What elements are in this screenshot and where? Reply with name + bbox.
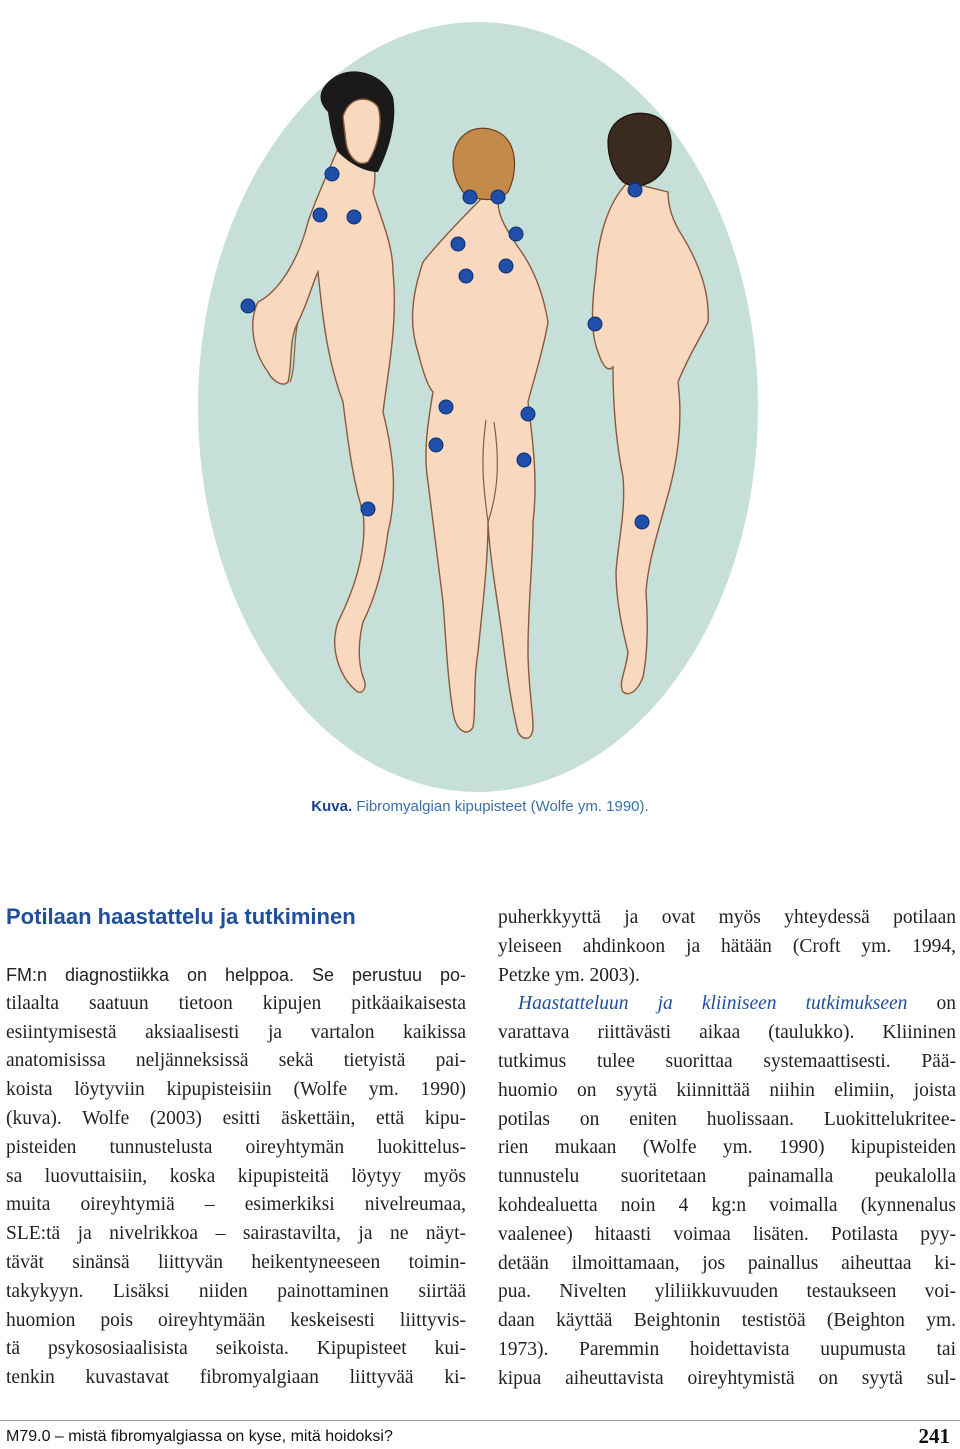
- text-line: anatomisissa neljänneksissä sekä tietyistä pai-: [6, 1050, 466, 1072]
- text-line: SLE:tä ja nivelrikkoa – sairastavilta, ja ne näyt-: [6, 1223, 466, 1245]
- text-line: tävät sinänsä liittyvän heikentyneeseen toimin-: [6, 1251, 466, 1273]
- text-line: tä psykososiaalisista seikoista. Kipupisteet kui-: [6, 1338, 466, 1360]
- tender-point: [313, 208, 327, 222]
- text-line: daan käyttää Beightonin testistöä (Beighton ym.: [498, 1310, 956, 1332]
- tender-point: [509, 227, 523, 241]
- text-line: huomio on syytä kiinnittää niihin elimiin, joista: [498, 1079, 956, 1101]
- running-footer-title: M79.0 – mistä fibromyalgiassa on kyse, mitä hoidoksi?: [6, 1428, 393, 1445]
- text-line: esiintymisestä aksiaalisesti ja vartalon kaikissa: [6, 1021, 466, 1043]
- text-line: tenkin kuvastavat fibromyalgiaan liittyvää ki-: [6, 1367, 466, 1389]
- text-line: tilaalta saatuun tietoon kipujen pitkäaikaisesta: [6, 992, 466, 1014]
- text-line: kipua aiheuttavista oireyhtymistä on syytä sul-: [498, 1367, 956, 1389]
- tender-point: [491, 190, 505, 204]
- tender-point: [429, 438, 443, 452]
- tender-point: [521, 407, 535, 421]
- tender-point: [451, 237, 465, 251]
- page-footer: [0, 1420, 960, 1449]
- text-line: varattava riittävästi aikaa (taulukko). Kliininen: [498, 1022, 956, 1044]
- text-line: vaalenee) hitaasti voimaa lisäten. Potilasta pyy-: [498, 1223, 956, 1245]
- text-line: koista löytyviin kipupisteisiin (Wolfe ym. 1990): [6, 1079, 466, 1101]
- left-column: [6, 961, 466, 1393]
- text-line: muita oireyhtymiä – esimerkiksi nivelreumaa,: [6, 1194, 466, 1216]
- text-line: [498, 990, 956, 1019]
- text-line: Petzke ym. 2003).: [498, 964, 640, 986]
- tender-point: [463, 190, 477, 204]
- text-line: potilas on eniten huolissaan. Luokittelukritee-: [498, 1108, 956, 1130]
- text-line: pua. Nivelten yliliikkuvuuden testaukseen voi-: [498, 1281, 956, 1303]
- tender-point: [588, 317, 602, 331]
- caption-label: Kuva.: [311, 798, 353, 815]
- text-line: huomion pois oireyhtymään keskeisesti liittyvis-: [6, 1309, 466, 1331]
- tender-point: [517, 453, 531, 467]
- text-line: yleiseen ahdinkoon ja hätään (Croft ym. 1994,: [498, 935, 956, 957]
- text-line: 1973). Paremmin hoidettavista uupumusta tai: [498, 1338, 956, 1360]
- tender-points-figure: [198, 22, 758, 792]
- page-number: 241: [918, 1424, 950, 1448]
- caption-text: Fibromyalgian kipupisteet (Wolfe ym. 1990).: [356, 798, 649, 815]
- text-line: rien mukaan (Wolfe ym. 1990) kipupisteiden: [498, 1137, 956, 1159]
- text-line: sa luovuttaisiin, koska kipupisteitä löytyy myös: [6, 1165, 466, 1187]
- tender-points-illustration: [198, 22, 758, 792]
- text-line: pisteiden tunnustelusta oireyhtymän luokittelus-: [6, 1136, 466, 1158]
- figure-caption: [0, 798, 960, 815]
- tender-point: [628, 183, 642, 197]
- text-line: tutkimus tulee suorittaa systemaattisesti. Pää-: [498, 1050, 956, 1072]
- text-line: puherkkyyttä ja ovat myös yhteydessä potilaan: [498, 907, 956, 928]
- tender-point: [499, 259, 513, 273]
- right-column: [498, 904, 956, 1394]
- tender-point: [347, 210, 361, 224]
- text-line: detään ilmoittamaan, jos painallus aiheuttaa ki-: [498, 1252, 956, 1274]
- text-line-tail: on: [907, 993, 956, 1015]
- text-line: kohdealuetta noin 4 kg:n voimalla (kynnenalus: [498, 1194, 956, 1216]
- section-heading: Potilaan haastattelu ja tutkiminen: [6, 904, 356, 929]
- tender-point: [459, 269, 473, 283]
- tender-point: [361, 502, 375, 516]
- tender-point: [439, 400, 453, 414]
- text-line: (kuva). Wolfe (2003) esitti äskettäin, että kipu-: [6, 1107, 466, 1129]
- tender-point: [241, 299, 255, 313]
- text-line: tunnustelu suoritetaan painamalla peukalolla: [498, 1166, 956, 1188]
- text-line: FM:n diagnostiikka on helppoa. Se perustuu po-: [6, 965, 466, 985]
- text-line: takykyyn. Lisäksi niiden painottaminen siirtää: [6, 1280, 466, 1302]
- tender-point: [325, 167, 339, 181]
- emphasis-text: Haastatteluun ja kliiniseen tutkimukseen: [518, 993, 908, 1015]
- tender-point: [635, 515, 649, 529]
